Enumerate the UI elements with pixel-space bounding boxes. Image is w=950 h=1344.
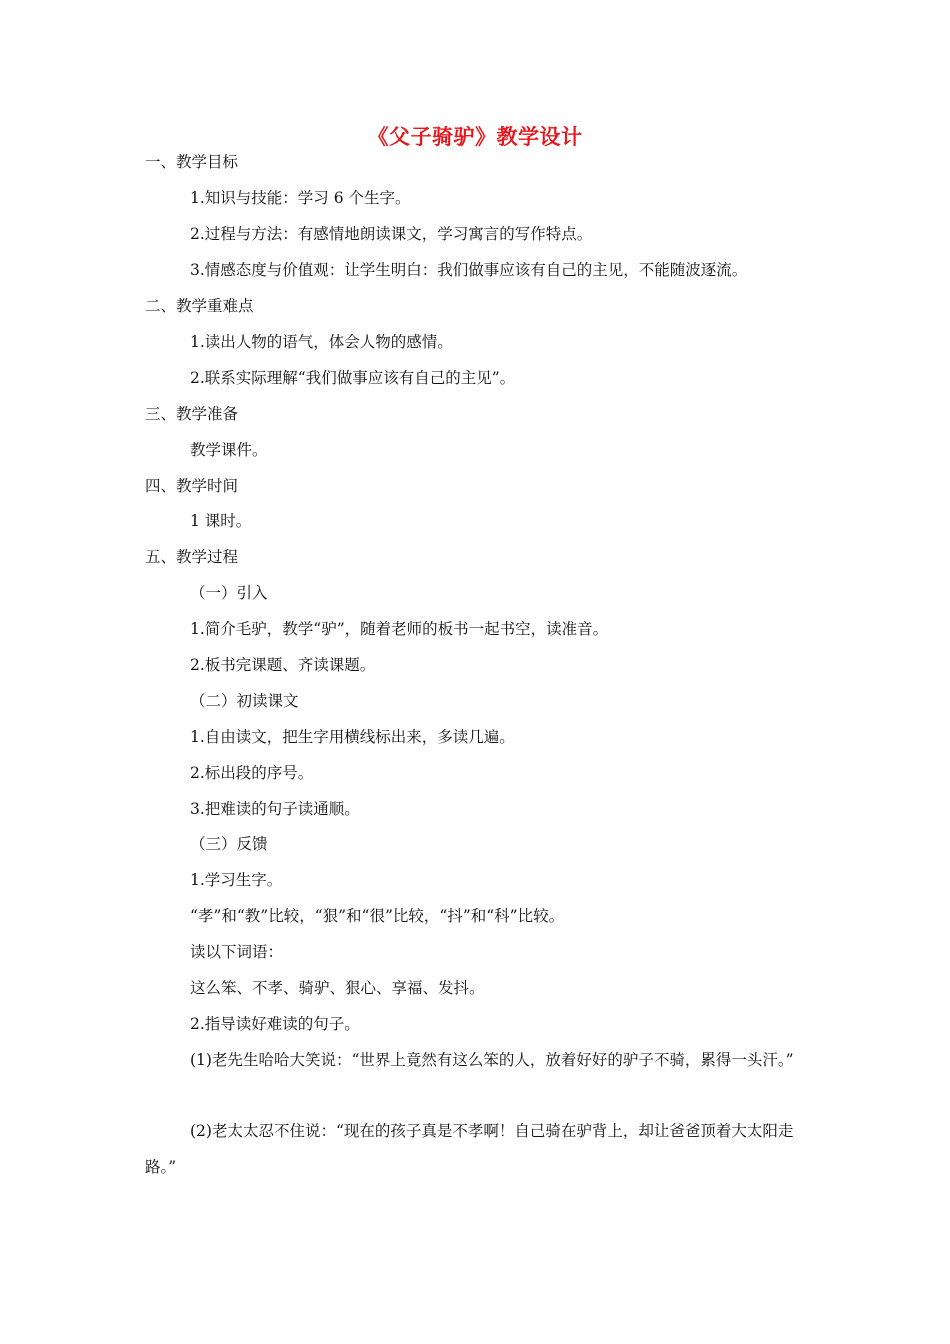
intro-item-2: 2.板书完课题、齐读课题。 xyxy=(190,656,376,674)
feedback-item-2: 2.指导读好难读的句子。 xyxy=(190,1015,360,1033)
goal-item-3: 3.情感态度与价值观：让学生明白：我们做事应该有自己的主见，不能随波逐流。 xyxy=(190,261,748,279)
example-sentence-1: (1)老先生哈哈大笑说：“世界上竟然有这么笨的人，放着好好的驴子不骑，累得一头汗。” xyxy=(190,1051,794,1069)
section-heading-process: 五、教学过程 xyxy=(145,548,239,566)
key-point-item-1: 1.读出人物的语气，体会人物的感情。 xyxy=(190,333,453,351)
section-heading-goals: 一、教学目标 xyxy=(145,153,239,171)
subsection-heading-feedback: （三）反馈 xyxy=(190,835,268,853)
time-item: 1 课时。 xyxy=(190,512,252,530)
subsection-heading-intro: （一）引入 xyxy=(190,584,268,602)
goal-item-2: 2.过程与方法：有感情地朗读课文，学习寓言的写作特点。 xyxy=(190,225,593,243)
intro-item-1: 1.简介毛驴，教学“驴”，随着老师的板书一起书空，读准音。 xyxy=(190,620,609,638)
section-heading-preparation: 三、教学准备 xyxy=(145,405,239,423)
first-reading-item-3: 3.把难读的句子读通顺。 xyxy=(190,800,360,818)
key-point-item-2: 2.联系实际理解“我们做事应该有自己的主见”。 xyxy=(190,369,516,387)
first-reading-item-1: 1.自由读文，把生字用横线标出来，多读几遍。 xyxy=(190,728,515,746)
feedback-words-list: 这么笨、不孝、骑驴、狠心、享福、发抖。 xyxy=(190,979,485,997)
example-sentence-2: (2)老太太忍不住说：“现在的孩子真是不孝啊！自己骑在驴背上，却让爸爸顶着大太阳走路。” xyxy=(145,1122,794,1176)
document-title: 《父子骑驴》教学设计 xyxy=(367,124,583,149)
first-reading-item-2: 2.标出段的序号。 xyxy=(190,764,314,782)
goal-item-1: 1.知识与技能：学习 6 个生字。 xyxy=(190,189,411,207)
feedback-item-1: 1.学习生字。 xyxy=(190,871,283,889)
feedback-words-label: 读以下词语： xyxy=(190,943,284,961)
section-heading-time: 四、教学时间 xyxy=(145,477,239,495)
preparation-item: 教学课件。 xyxy=(190,441,268,459)
section-heading-key-points: 二、教学重难点 xyxy=(145,297,254,315)
subsection-heading-first-reading: （二）初读课文 xyxy=(190,692,299,710)
feedback-comparison: “孝”和“教”比较，“狠”和“很”比较，“抖”和“科”比较。 xyxy=(190,907,565,925)
